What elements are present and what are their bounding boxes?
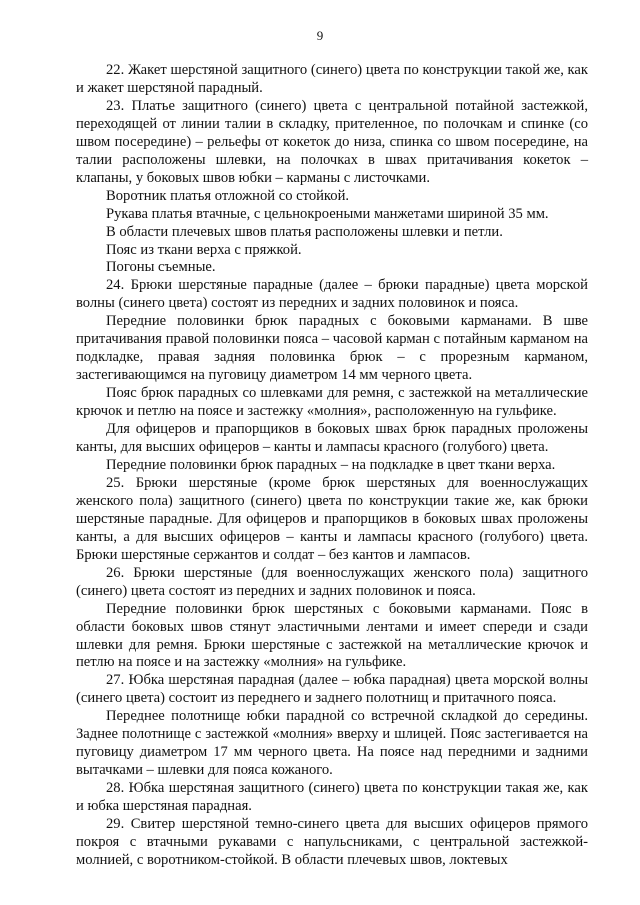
paragraph-collar: Воротник платья отложной со стойкой. bbox=[106, 187, 350, 204]
paragraph-sleeves: Рукава платья втачные, с цельнокроеными манжетами шириной 35 мм. bbox=[106, 205, 549, 222]
paragraph-26: 26. Брюки шерстяные (для военнослужащих женского пола) защитного (синего) цвета состоят из передних и задних половинок и пояса. bbox=[76, 564, 588, 599]
paragraph-23: 23. Платье защитного (синего) цвета с центральной потайной застежкой, переходящей от линии талии в складку, прителенное, по полочкам и спинке (со швом посередине) – рельефы от кокеток до низа, спинка со швом посередине, на талии расположены шлевки, на полочках в швах притачивания кокеток – клапаны, у боковых швов юбки – карманы с листочками. bbox=[76, 97, 588, 186]
paragraph-24-lining: Передние половинки брюк парадных – на подкладке в цвет ткани верха. bbox=[106, 456, 556, 473]
paragraph-24-waistband: Пояс брюк парадных со шлевками для ремня, с застежкой на металлические крючок и петлю на поясе и застежку «молния», расположенную на гульфике. bbox=[76, 385, 588, 420]
paragraph-26-details: Передние половинки брюк шерстяных с боковыми карманами. Пояс в области боковых швов стянут эластичными лентами и имеет спереди и сзади шлевки для ремня. Брюки шерстяные с застежкой на металлические крючок и петлю на поясе и на застежку «молния» на гульфике. bbox=[76, 600, 588, 671]
paragraph-belt: Пояс из ткани верха с пряжкой. bbox=[106, 241, 302, 258]
paragraph-27: 27. Юбка шерстяная парадная (далее – юбка парадная) цвета морской волны (синего цвета) состоит из переднего и заднего полотнищ и притачного пояса. bbox=[76, 672, 588, 707]
paragraph-22: 22. Жакет шерстяной защитного (синего) цвета по конструкции такой же, как и жакет шерстяной парадный. bbox=[76, 62, 588, 96]
paragraph-24-piping: Для офицеров и прапорщиков в боковых швах брюк парадных проложены канты, для высших офицеров – канты и лампасы красного (голубого) цвета. bbox=[76, 421, 588, 456]
paragraph-shoulder-loops: В области плечевых швов платья расположены шлевки и петли. bbox=[106, 223, 503, 240]
page-number: 9 bbox=[316, 28, 324, 43]
paragraph-28: 28. Юбка шерстяная защитного (синего) цвета по конструкции такая же, как и юбка шерстяная парадная. bbox=[76, 780, 588, 815]
paragraph-24: 24. Брюки шерстяные парадные (далее – брюки парадные) цвета морской волны (синего цвета) состоят из передних и задних половинок и пояса. bbox=[76, 277, 588, 312]
document-body bbox=[76, 62, 588, 870]
paragraph-29: 29. Свитер шерстяной темно-синего цвета для высших офицеров прямого покроя с втачными рукавами с напульсниками, с центральной застежкой-молнией, с воротником-стойкой. В области плечевых швов, локтевых bbox=[76, 816, 588, 868]
paragraph-24-pockets: Передние половинки брюк парадных с боковыми карманами. В шве притачивания правой половинки пояса – часовой карман с потайным карманом на подкладке, правая задняя половинка брюк – с прорезным карманом, застегивающимся на пуговицу диаметром 14 мм черного цвета. bbox=[76, 313, 588, 384]
paragraph-epaulets: Погоны съемные. bbox=[106, 259, 216, 276]
paragraph-25: 25. Брюки шерстяные (кроме брюк шерстяных для военнослужащих женского пола) защитного (синего) цвета по конструкции такие же, как брюки шерстяные парадные. Для офицеров и прапорщиков в боковых швах проложены канты, а для высших офицеров – канты и лампасы красного (голубого) цвета. Брюки шерстяные сержантов и солдат – без кантов и лампасов. bbox=[76, 474, 588, 563]
paragraph-27-details: Переднее полотнище юбки парадной со встречной складкой до середины. Заднее полотнище с застежкой «молния» вверху и шлицей. Пояс застегивается на пуговицу диаметром 17 мм черного цвета. На поясе над передними и задними вытачками – шлевки для пояса кожаного. bbox=[76, 708, 588, 779]
